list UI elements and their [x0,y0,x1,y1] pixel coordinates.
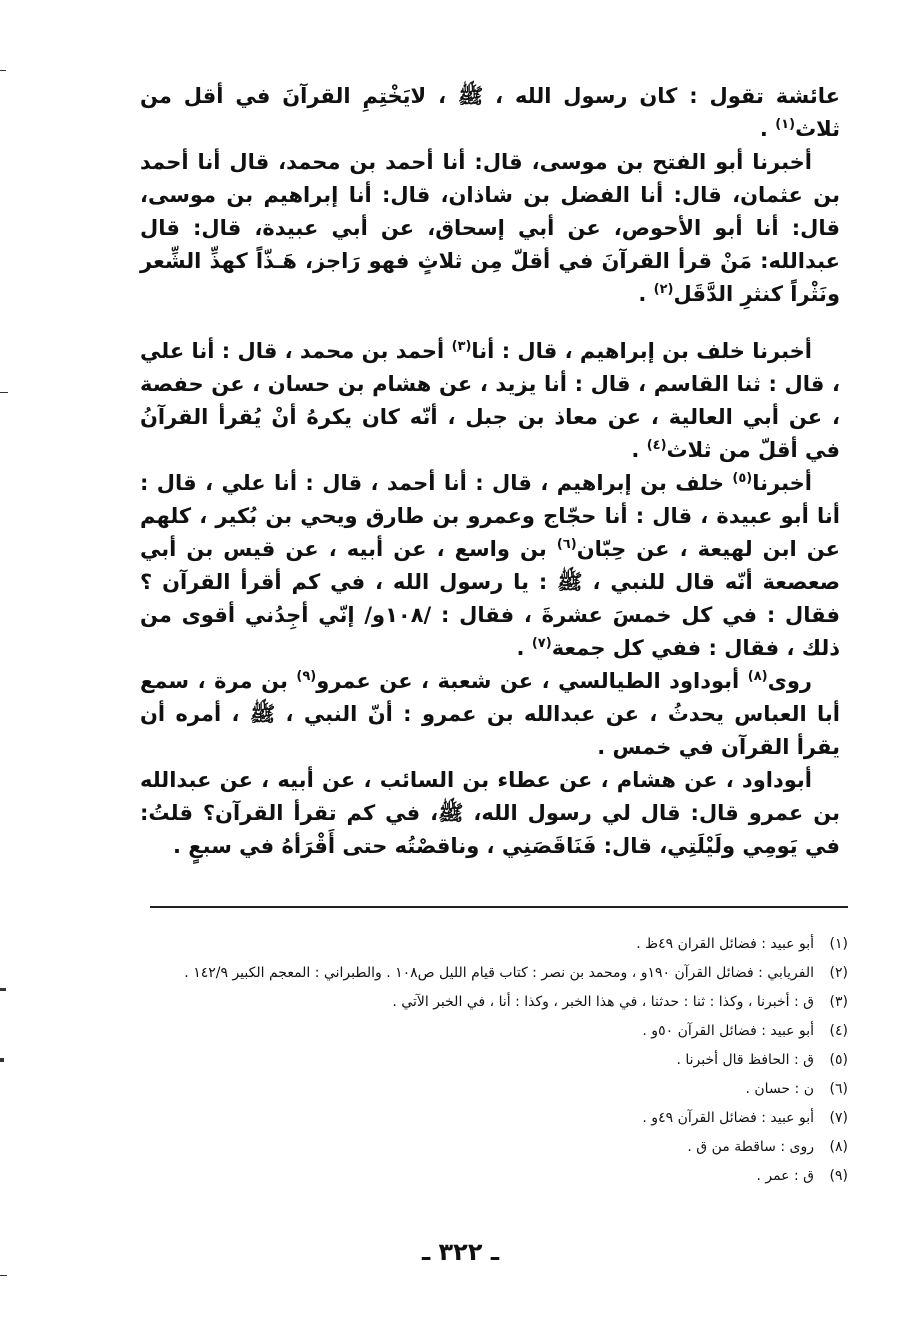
paragraph-2 [140,146,840,311]
footnote-text: ق : عمر . [756,1168,814,1184]
footnote-item [150,959,848,988]
paragraph-text: بن واسع ، عن أبيه ، عن قيس بن أبي صعصعة أنّه قال للنبي ، ﷺ : يا رسول الله ، في كم أقرأ القرآن ؟ فقال : في كل خمسَ عشرةَ ، فقال : /١٠٨و/ إنّي أجِدُني أقوى من ذلك ، فقال : ففي كل جمعة [140,537,840,660]
footnote-ref-7[interactable]: (٧) [531,636,552,651]
footnote-number: (٤) [829,1023,848,1039]
paragraph-end: . [631,438,647,462]
footnote-text: أبو عبيد : فضائل القرآن ٥٠و . [642,1023,814,1039]
footnote-text: ق : الحافظ قال أخبرنا . [676,1052,814,1068]
footnote-number: (١) [829,936,848,952]
footnote-item [150,1075,848,1104]
footnote-item [150,1017,848,1046]
footnote-number: (٥) [829,1052,848,1068]
footnote-item [150,1162,848,1191]
footnote-item [150,1133,848,1162]
footnotes [150,930,848,1191]
footnote-ref-3[interactable]: (٣) [451,339,472,354]
footnote-number: (٢) [829,965,848,981]
paragraph-end: . [516,636,532,660]
paragraph-text: عائشة تقول : كان رسول الله ، ﷺ ، لايَخْتِمِ القرآنَ في أقل من ثلاث [140,84,840,141]
footnote-number: (٣) [829,994,848,1010]
paragraph-5 [140,665,840,764]
paragraph-text: أحمد بن محمد ، قال : أنا علي ، قال : ثنا القاسم ، قال : أنا يزيد ، عن هشام بن حسان ، عن حفصة ، عن أبي العالية ، عن معاذ بن جبل ، أنّه كان يكرهُ أنْ يُقرأ القرآنُ في أقلّ من ثلاث [140,339,840,462]
footnote-text: أبو عبيد : فضائل القرآن ٤٩و . [642,1110,814,1126]
scan-edge-mark [0,988,6,991]
paragraph-text: أخبرنا أبو الفتح بن موسى، قال: أنا أحمد بن محمد، قال أنا أحمد بن عثمان، قال: أنا الفضل بن شاذان، قال: أنا إبراهيم بن موسى، قال: أنا أبو الأحوص، عن أبي إسحاق، عن أبي عبيدة، قال: قال عبدالله: مَنْ قرأ القرآنَ في أقلّ مِن ثلاثٍ فهو رَاجز، هَـذّاً كهذِّ الشِّعر ونَثْراً كنثرِ الدَّقَل [140,150,840,306]
footnote-divider [150,906,848,908]
paragraph-text: أبوداود ، عن هشام ، عن عطاء بن السائب ، عن أبيه ، عن عبدالله بن عمرو قال: قال لي رسول الله، ﷺ، في كم تقرأ القرآن؟ قلتُ: في يَومِي ولَيْلَتِي، قال: فَنَاقَصَنِي ، وناقصْتُه حتى أَقْرَأهُ في سبعٍ . [140,768,840,858]
footnote-ref-6[interactable]: (٦) [556,537,577,552]
scan-edge-mark [0,1058,4,1062]
paragraph-4 [140,467,840,665]
paragraph-end: . [638,282,654,306]
footnote-ref-1[interactable]: (١) [775,117,796,132]
footnote-ref-8[interactable]: (٨) [747,669,768,684]
paragraph-text: أبوداود الطيالسي ، عن شعبة ، عن عمرو [316,669,748,693]
footnote-text: ق : أخبرنا ، وكذا : ثنا : حدثنا ، في هذا الخبر ، وكذا : أنا ، في الخبر الآتي . [392,994,814,1010]
main-text [140,80,840,863]
footnote-number: (٦) [829,1081,848,1097]
paragraph-3 [140,335,840,467]
footnote-ref-2[interactable]: (٢) [653,282,674,297]
paragraph-text: أخبرنا خلف بن إبراهيم ، قال : أنا [471,339,812,363]
footnote-text: ن : حسان . [745,1081,814,1097]
footnote-item [150,930,848,959]
scan-edge-mark [0,392,8,393]
paragraph-text: روى [767,669,812,693]
paragraph-6 [140,764,840,863]
paragraph-end: . [759,117,776,141]
footnote-number: (٧) [829,1110,848,1126]
page-number: ـ ٣٢٢ ـ [421,1238,500,1266]
footnote-ref-5[interactable]: (٥) [732,471,753,486]
footnote-number: (٨) [829,1139,848,1155]
paragraph-text: أخبرنا [752,471,812,495]
footnote-text: أبو عبيد : فضائل القران ٤٩ظ . [636,936,814,952]
footnote-item [150,988,848,1017]
scan-edge-mark [0,70,6,71]
paragraph-text: خلف بن إبراهيم ، قال : أنا أحمد ، قال : أنا علي ، قال : أنا أبو عبيدة ، قال : أنا حجّاج وعمرو بن طارق ويحي بن بُكير ، كلهم عن ابن لهيعة ، عن حِبّان [140,471,840,561]
paragraph-text: بن مرة ، سمع أبا العباس يحدثُ ، عن عبدالله بن عمرو : أنّ النبي ، ﷺ ، أمره أن يقرأ القرآن في خمس . [140,669,840,759]
paragraph-1 [140,80,840,146]
footnote-text: روى : ساقطة من ق . [687,1139,814,1155]
footnote-ref-9[interactable]: (٩) [296,669,317,684]
footnote-item [150,1104,848,1133]
scan-edge-mark [0,1275,7,1276]
footnote-ref-4[interactable]: (٤) [646,438,667,453]
footnote-item [150,1046,848,1075]
footnote-number: (٩) [829,1168,848,1184]
footnote-text: الفريابي : فضائل القرآن ١٩٠و ، ومحمد بن نصر : كتاب قيام الليل ص١٠٨ . والطبراني : المعجم الكبير ١٤٢/٩ . [184,965,814,981]
